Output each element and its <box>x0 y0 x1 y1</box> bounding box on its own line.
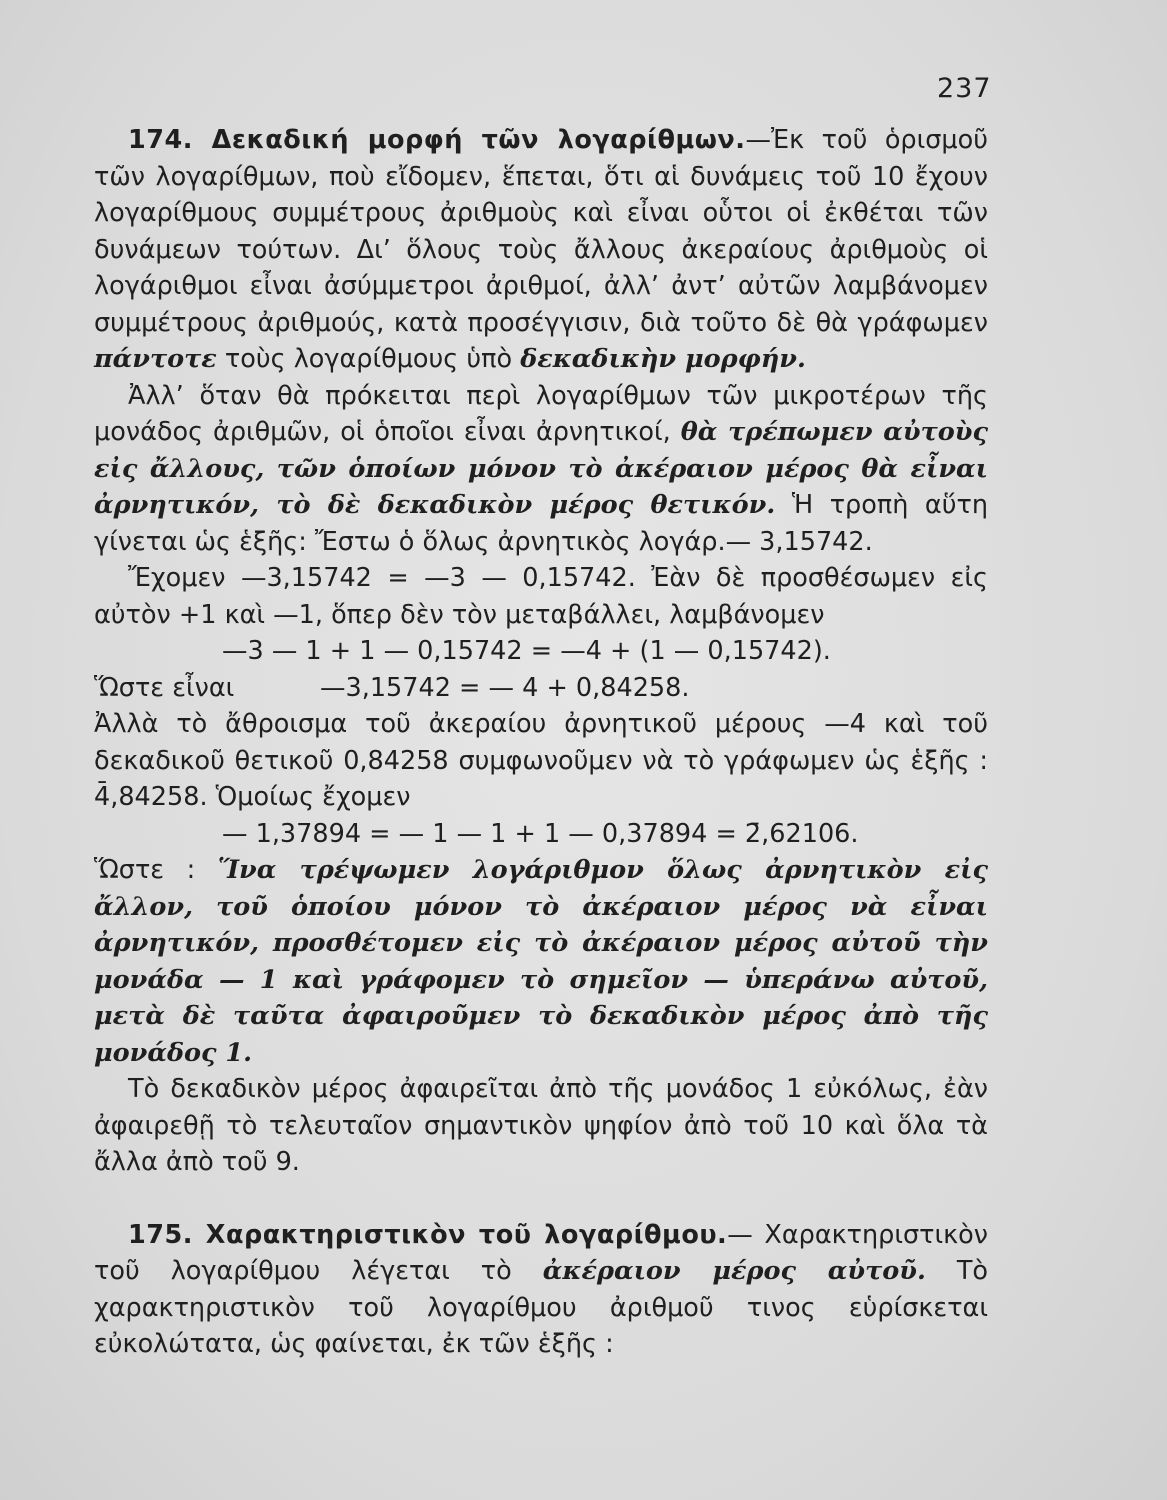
paragraph-175 <box>94 1217 988 1363</box>
paragraph-subtraction: Τὸ δεκαδικὸν μέρος ἀφαιρεῖται ἀπὸ τῆς μονάδος 1 εὐκόλως, ἐὰν ἀφαιρεθῇ τὸ τελευταῖον σημαντικὸν ψηφίον ἀπὸ τοῦ 10 καὶ ὅλα τὰ ἄλλα ἀπὸ τοῦ 9. <box>94 1074 988 1177</box>
section-gap <box>94 1181 988 1217</box>
paragraph-rule <box>94 852 988 1071</box>
rule-label: Ὥστε : <box>94 855 196 885</box>
section-175-heading: 175. Χαρακτηριστικὸν τοῦ λογαρίθμου. <box>128 1219 728 1250</box>
paragraph-text: —Ἐκ τοῦ ὁρισμοῦ τῶν λογαρίθμων, ποὺ εἴδομεν, ἕπεται, ὅτι αἱ δυνάμεις τοῦ 10 ἔχουν λογαρίθμους συμμέτρους ἀριθμοὺς καὶ εἶναι οὗτοι οἱ ἐκθέται τῶν δυνάμεων τούτων. Δι’ ὅλους τοὺς ἄλλους ἀκεραίους ἀριθμοὺς οἱ λογάριθμοι εἶναι ἀσύμμετροι ἀριθμοί, ἀλλ’ ἀντ’ αὐτῶν λαμβάνομεν συμμέτρους ἀριθμούς, κατὰ προσέγγισιν, διὰ τοῦτο δὲ θὰ γράφωμεν <box>94 125 988 338</box>
paragraph-text: τοὺς λογαρίθμους ὑπὸ <box>224 344 513 374</box>
equation-1: —3 — 1 + 1 — 0,15742 = —4 + (1 — 0,15742). <box>222 636 831 666</box>
paragraph-negative-logs <box>94 378 988 561</box>
paragraph-text: Τὸ χαρακτηριστικὸν τοῦ λογαρίθμου ἀριθμοῦ τινος εὑρίσκεται εὐκολώτατα, ὡς φαίνεται, ἐκ τῶν ἑξῆς : <box>94 1256 989 1359</box>
emphasis-text: δεκαδικὴν μορφήν. <box>520 344 806 374</box>
paragraph-example: Ἔχομεν —3,15742 = —3 — 0,15742. Ἐὰν δὲ προσθέσωμεν εἰς αὐτὸν +1 καὶ —1, ὅπερ δὲν τὸν μεταβάλλει, λαμβάνομεν <box>94 563 988 630</box>
equation-3: — 1,37894 = — 1 — 1 + 1 — 0,37894 = 2̄,62106. <box>222 818 859 849</box>
emphasis-text: πάντοτε <box>94 344 217 374</box>
page-number: 237 <box>937 73 992 104</box>
page-body <box>94 122 988 1363</box>
paragraph-text: — Χαρακτηριστικὸν τοῦ λογαρίθμου λέγεται τὸ <box>94 1219 988 1286</box>
paragraph-174-intro <box>94 122 988 378</box>
equation-2: —3,15742 = — 4 + 0,84258. <box>320 672 690 703</box>
equation-2-row <box>94 670 988 707</box>
paragraph-text: Ἀλλ’ ὅταν θὰ πρόκειται περὶ λογαρίθμων τῶν μικροτέρων τῆς μονάδος ἀριθμῶν, οἱ ὁποῖοι εἶναι ἀρνητικοί, <box>94 380 988 447</box>
paragraph-notation: Ἀλλὰ τὸ ἄθροισμα τοῦ ἀκεραίου ἀρνητικοῦ μέρους —4 καὶ τοῦ δεκαδικοῦ θετικοῦ 0,84258 συμφωνοῦμεν νὰ τὸ γράφωμεν ὡς ἑξῆς : 4̄,84258. Ὁμοίως ἔχομεν <box>94 709 988 812</box>
rule-text: Ἵνα τρέψωμεν λογάριθμον ὅλως ἀρνητικὸν εἰς ἄλλον, τοῦ ὁποίου μόνον τὸ ἀκέραιον μέρος νὰ εἶναι ἀρνητικόν, προσθέτομεν εἰς τὸ ἀκέραιον μέρος αὐτοῦ τὴν μονάδα — 1 καὶ γράφομεν τὸ σημεῖον — ὑπεράνω αὐτοῦ, μετὰ δὲ ταῦτα ἀφαιροῦμεν τὸ δεκαδικὸν μέρος ἀπὸ τῆς μονάδος 1. <box>94 855 988 1068</box>
emphasis-text: ἀκέραιον μέρος αὐτοῦ. <box>542 1256 926 1286</box>
paragraph-text: Ἡ τροπὴ αὕτη γίνεται ὡς ἑξῆς: Ἔστω ὁ ὅλως ἀρνητικὸς λογάρ.— 3,15742. <box>94 490 989 557</box>
equation-2-label: Ὥστε εἶναι <box>94 672 235 703</box>
emphasis-text: θὰ τρέπωμεν αὐτοὺς εἰς ἄλλους, τῶν ὁποίων μόνον τὸ ἀκέραιον μέρος θὰ εἶναι ἀρνητικόν, τὸ δὲ δεκαδικὸν μέρος θετικόν. <box>94 417 989 520</box>
section-174-heading: 174. Δεκαδική μορφή τῶν λογαρίθμων. <box>128 125 746 155</box>
